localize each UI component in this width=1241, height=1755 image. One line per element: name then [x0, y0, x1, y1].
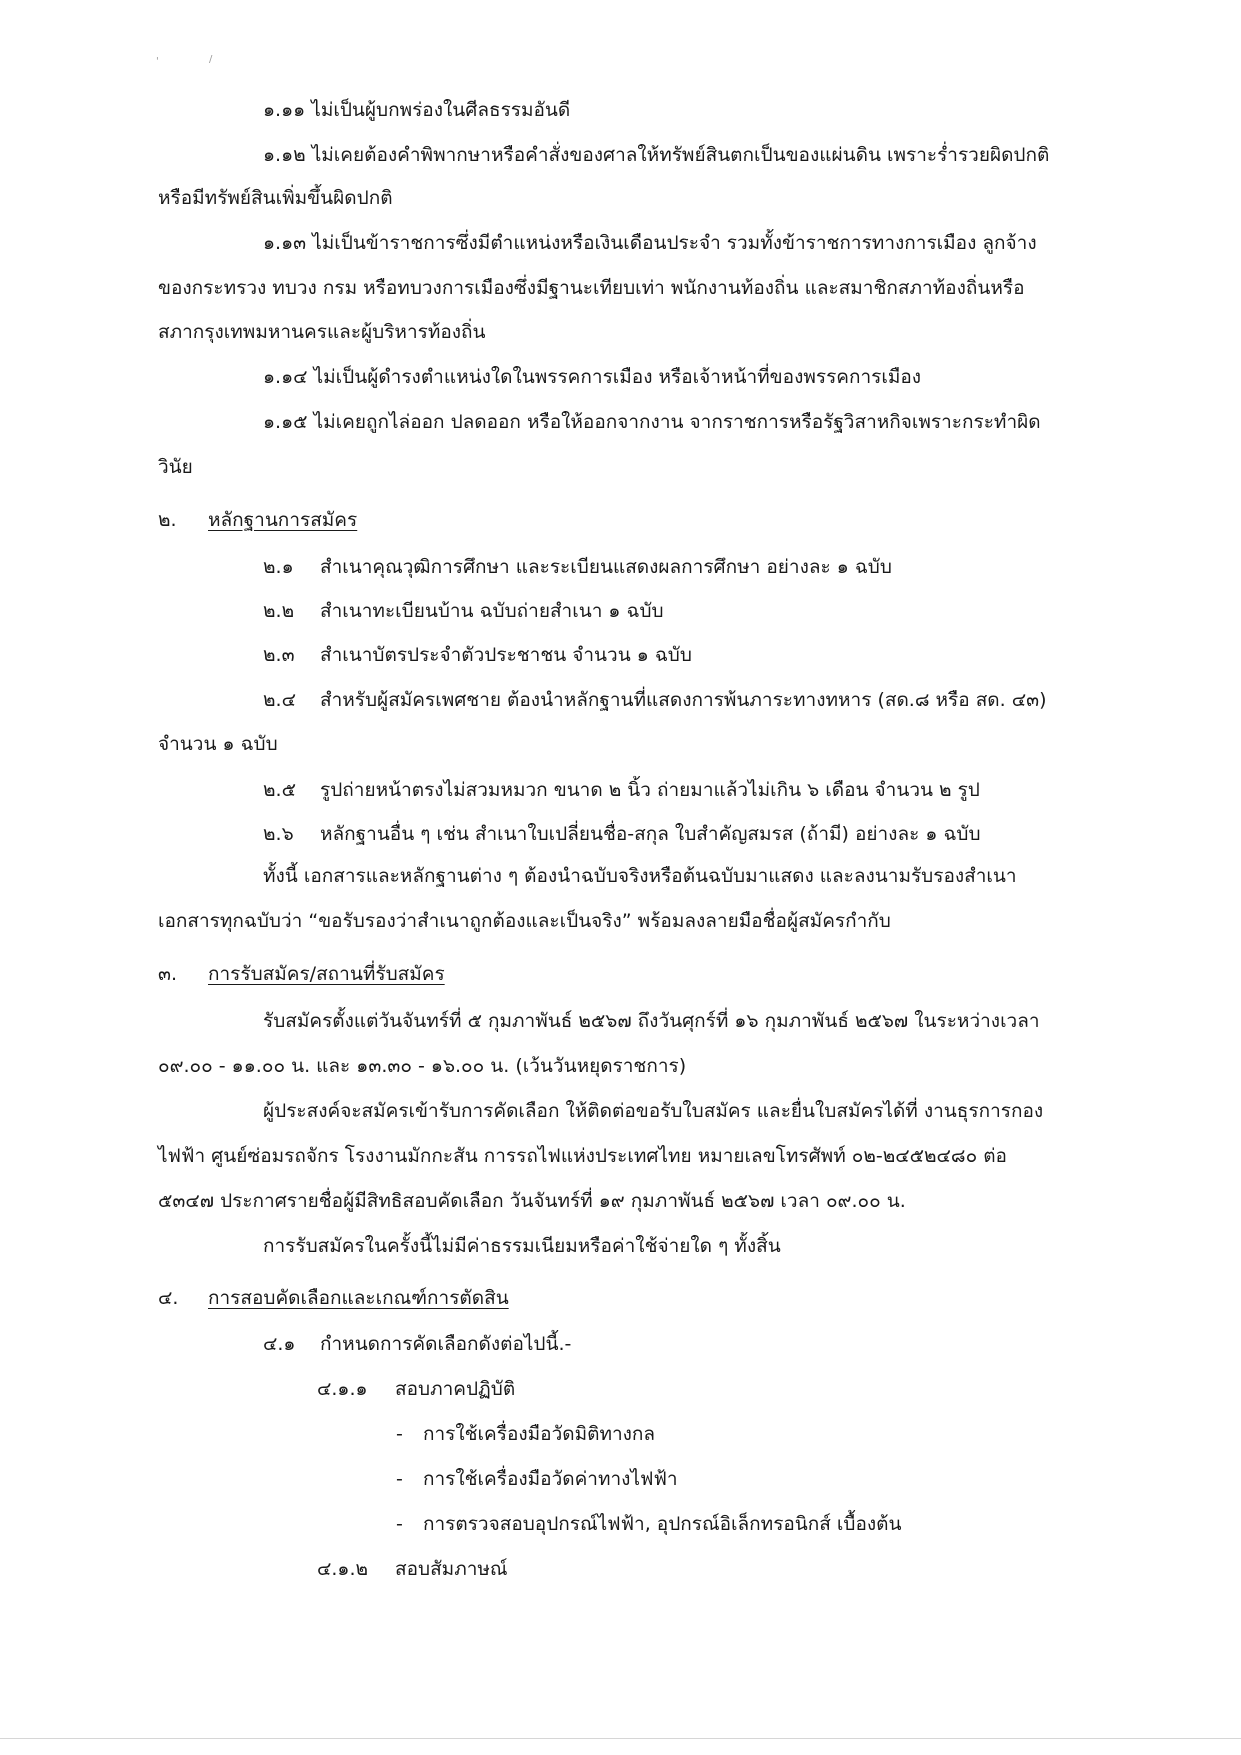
item-2-3-number: ๒.๓	[263, 644, 295, 666]
item-2-4-number: ๒.๔	[263, 689, 296, 711]
section-4-number: ๔.	[158, 1287, 179, 1309]
section-2-note-line2: เอกสารทุกฉบับว่า “ขอรับรองว่าสำเนาถูกต้องและเป็นจริง” พร้อมลงลายมือชื่อผู้สมัครกำกับ	[158, 910, 891, 932]
item-2-6-text: หลักฐานอื่น ๆ เช่น สำเนาใบเปลี่ยนชื่อ-สกุล ใบสำคัญสมรส (ถ้ามี) อย่างละ ๑ ฉบับ	[320, 823, 981, 845]
item-1-11: ๑.๑๑ ไม่เป็นผู้บกพร่องในศีลธรรมอันดี	[263, 99, 571, 121]
bullet-item-electrical-measurement: การใช้เครื่องมือวัดค่าทางไฟฟ้า	[423, 1468, 678, 1490]
scan-mark: /	[209, 54, 213, 65]
bullet-dash: -	[396, 1513, 403, 1535]
item-1-14: ๑.๑๔ ไม่เป็นผู้ดำรงตำแหน่งใดในพรรคการเมือง หรือเจ้าหน้าที่ของพรรคการเมือง	[263, 366, 922, 388]
item-1-12-line2: หรือมีทรัพย์สินเพิ่มขึ้นผิดปกติ	[158, 187, 393, 209]
item-2-1-number: ๒.๑	[263, 556, 294, 578]
item-1-13-line1: ๑.๑๓ ไม่เป็นข้าราชการซึ่งมีตำแหน่งหรือเงินเดือนประจำ รวมทั้งข้าราชการทางการเมือง ลูกจ้าง	[263, 232, 1037, 254]
section-2-note-line1: ทั้งนี้ เอกสารและหลักฐานต่าง ๆ ต้องนำฉบับจริงหรือต้นฉบับมาแสดง และลงนามรับรองสำเนา	[263, 865, 1017, 887]
item-4-1-2-number: ๔.๑.๒	[317, 1558, 369, 1580]
bullet-dash: -	[396, 1423, 403, 1445]
section-3-para2-line2: ไฟฟ้า ศูนย์ซ่อมรถจักร โรงงานมักกะสัน การรถไฟแห่งประเทศไทย หมายเลขโทรศัพท์ ๐๒-๒๔๕๒๔๘๐ ต่อ	[158, 1145, 1007, 1167]
item-2-3-text: สำเนาบัตรประจำตัวประชาชน จำนวน ๑ ฉบับ	[320, 644, 692, 666]
section-3-number: ๓.	[158, 963, 178, 985]
item-4-1-1-text: สอบภาคปฏิบัติ	[395, 1378, 516, 1400]
scan-mark: '	[156, 56, 159, 67]
item-4-1-text: กำหนดการคัดเลือกดังต่อไปนี้.-	[320, 1333, 572, 1355]
item-1-12-line1: ๑.๑๒ ไม่เคยต้องคำพิพากษาหรือคำสั่งของศาลให้ทรัพย์สินตกเป็นของแผ่นดิน เพราะร่ำรวยผิดปกติ	[263, 144, 1050, 166]
section-3-para2-line3: ๕๓๔๗ ประกาศรายชื่อผู้มีสิทธิสอบคัดเลือก วันจันทร์ที่ ๑๙ กุมภาพันธ์ ๒๕๖๗ เวลา ๐๙.๐๐ น.	[158, 1190, 906, 1212]
section-2-number: ๒.	[158, 509, 177, 531]
section-3-heading: การรับสมัคร/สถานที่รับสมัคร	[208, 963, 445, 985]
item-1-15-line1: ๑.๑๕ ไม่เคยถูกไล่ออก ปลดออก หรือให้ออกจากงาน จากราชการหรือรัฐวิสาหกิจเพราะกระทำผิด	[263, 411, 1041, 433]
bullet-item-equipment-inspection: การตรวจสอบอุปกรณ์ไฟฟ้า, อุปกรณ์อิเล็กทรอนิกส์ เบื้องต้น	[423, 1513, 902, 1535]
item-2-2-text: สำเนาทะเบียนบ้าน ฉบับถ่ายสำเนา ๑ ฉบับ	[320, 600, 664, 622]
item-2-2-number: ๒.๒	[263, 600, 295, 622]
bullet-item-mechanical-measurement: การใช้เครื่องมือวัดมิติทางกล	[423, 1423, 656, 1445]
section-3-para1-line2: ๐๙.๐๐ - ๑๑.๐๐ น. และ ๑๓.๓๐ - ๑๖.๐๐ น. (เว้นวันหยุดราชการ)	[158, 1055, 687, 1077]
bullet-dash: -	[396, 1468, 403, 1490]
item-1-13-line2: ของกระทรวง ทบวง กรม หรือทบวงการเมืองซึ่งมีฐานะเทียบเท่า พนักงานท้องถิ่น และสมาชิกสภาท้องถิ่นหรือ	[158, 277, 1025, 299]
section-4-heading: การสอบคัดเลือกและเกณฑ์การตัดสิน	[208, 1287, 509, 1309]
item-2-6-number: ๒.๖	[263, 823, 294, 845]
item-1-13-line3: สภากรุงเทพมหานครและผู้บริหารท้องถิ่น	[158, 321, 486, 343]
section-3-para1-line1: รับสมัครตั้งแต่วันจันทร์ที่ ๕ กุมภาพันธ์ ๒๕๖๗ ถึงวันศุกร์ที่ ๑๖ กุมภาพันธ์ ๒๕๖๗ ในระหว่างเวลา	[263, 1010, 1040, 1032]
item-1-15-line2: วินัย	[158, 456, 193, 478]
item-4-1-1-number: ๔.๑.๑	[317, 1378, 368, 1400]
item-4-1-number: ๔.๑	[263, 1333, 296, 1355]
item-4-1-2-text: สอบสัมภาษณ์	[395, 1558, 508, 1580]
section-3-para2-line1: ผู้ประสงค์จะสมัครเข้ารับการคัดเลือก ให้ติดต่อขอรับใบสมัคร และยื่นใบสมัครได้ที่ งานธุรการกอง	[263, 1100, 1044, 1122]
item-2-4-continuation: จำนวน ๑ ฉบับ	[158, 733, 278, 755]
section-3-para3: การรับสมัครในครั้งนี้ไม่มีค่าธรรมเนียมหรือค่าใช้จ่ายใด ๆ ทั้งสิ้น	[263, 1235, 781, 1257]
item-2-4-text: สำหรับผู้สมัครเพศชาย ต้องนำหลักฐานที่แสดงการพ้นภาระทางทหาร (สด.๘ หรือ สด. ๔๓)	[320, 689, 1047, 711]
section-2-heading: หลักฐานการสมัคร	[208, 509, 358, 531]
page-bottom-edge	[0, 1738, 1241, 1739]
item-2-5-text: รูปถ่ายหน้าตรงไม่สวมหมวก ขนาด ๒ นิ้ว ถ่ายมาแล้วไม่เกิน ๖ เดือน จำนวน ๒ รูป	[320, 779, 980, 801]
item-2-1-text: สำเนาคุณวุฒิการศึกษา และระเบียนแสดงผลการศึกษา อย่างละ ๑ ฉบับ	[320, 556, 892, 578]
item-2-5-number: ๒.๕	[263, 779, 296, 801]
